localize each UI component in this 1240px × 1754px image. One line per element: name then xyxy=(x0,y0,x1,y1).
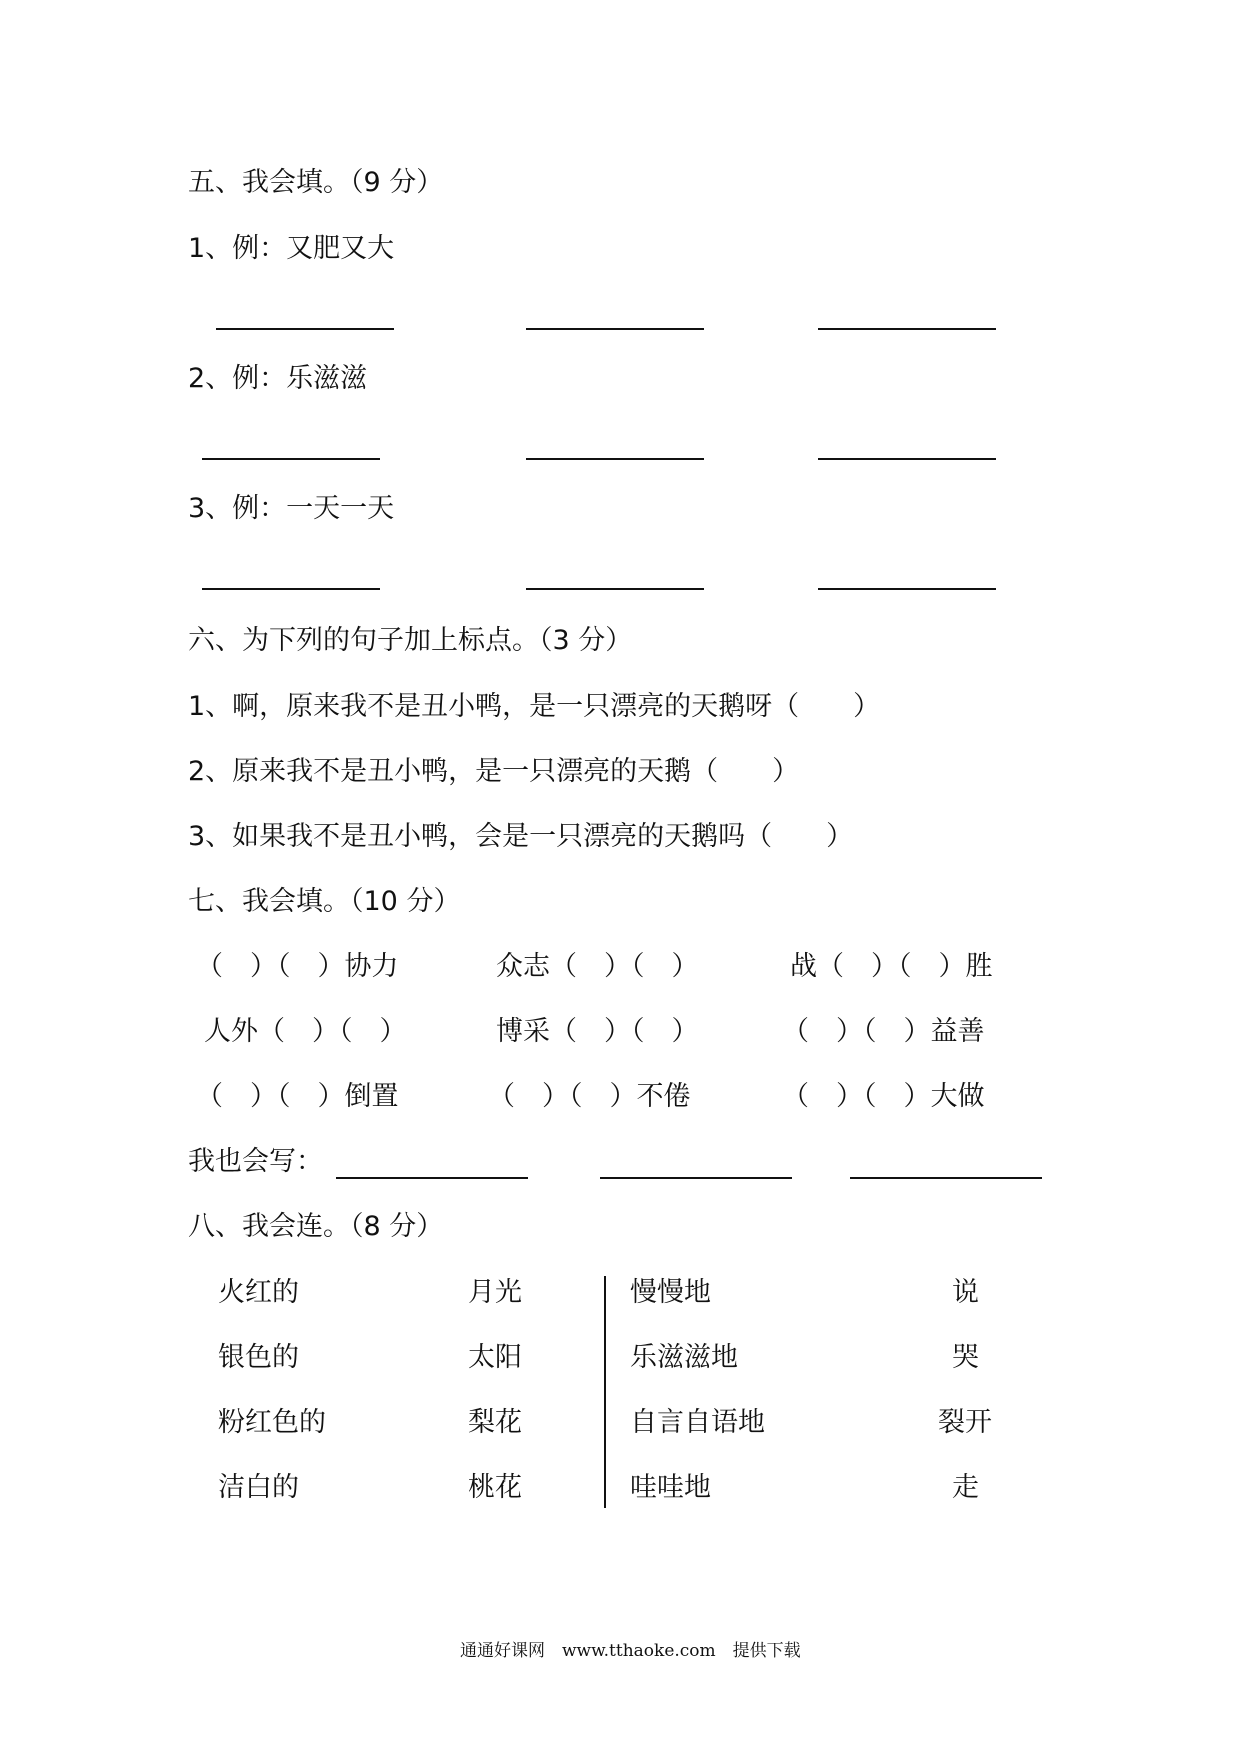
match-adverb: 哇哇地 xyxy=(630,1472,711,1503)
column-divider xyxy=(604,1276,606,1508)
idiom-fill: （ ）（ ）益善 xyxy=(782,1016,985,1047)
section-5-q1: 1、例：又肥又大 xyxy=(188,233,395,264)
idiom-fill: 博采（ ）（ ） xyxy=(496,1016,699,1047)
idiom-fill: （ ）（ ）倒置 xyxy=(196,1081,399,1112)
match-adverb: 慢慢地 xyxy=(630,1277,711,1308)
match-adverb: 自言自语地 xyxy=(630,1407,765,1438)
section-6-title: 六、为下列的句子加上标点。（3 分） xyxy=(188,625,633,656)
idiom-fill: 人外（ ）（ ） xyxy=(204,1016,407,1047)
idiom-fill: （ ）（ ）协力 xyxy=(196,951,399,982)
answer-blank[interactable] xyxy=(818,588,996,590)
section-5-title: 五、我会填。（9 分） xyxy=(188,167,444,198)
match-noun: 梨花 xyxy=(468,1407,522,1438)
answer-blank[interactable] xyxy=(818,328,996,330)
match-verb: 说 xyxy=(952,1277,979,1308)
match-left-word: 粉红色的 xyxy=(218,1407,326,1438)
match-noun: 桃花 xyxy=(468,1472,522,1503)
answer-blank[interactable] xyxy=(202,458,380,460)
section-8-title: 八、我会连。（8 分） xyxy=(188,1211,444,1242)
answer-blank[interactable] xyxy=(526,328,704,330)
match-adverb: 乐滋滋地 xyxy=(630,1342,738,1373)
answer-blank[interactable] xyxy=(526,458,704,460)
answer-blank[interactable] xyxy=(526,588,704,590)
match-verb: 裂开 xyxy=(938,1407,992,1438)
section-5-q2: 2、例：乐滋滋 xyxy=(188,363,368,394)
match-noun: 太阳 xyxy=(468,1342,522,1373)
match-noun: 月光 xyxy=(468,1277,522,1308)
match-verb: 走 xyxy=(952,1472,979,1503)
match-left-word: 银色的 xyxy=(218,1342,299,1373)
match-verb: 哭 xyxy=(952,1342,979,1373)
answer-blank[interactable] xyxy=(818,458,996,460)
idiom-fill: （ ）（ ）不倦 xyxy=(488,1081,691,1112)
idiom-fill: （ ）（ ）大做 xyxy=(782,1081,985,1112)
footer-source: 通通好课网 www.tthaoke.com 提供下载 xyxy=(460,1641,801,1661)
section-6-q1: 1、啊，原来我不是丑小鸭，是一只漂亮的天鹅呀（ ） xyxy=(188,691,881,722)
write-label: 我也会写： xyxy=(188,1146,323,1177)
idiom-fill: 众志（ ）（ ） xyxy=(496,951,699,982)
match-left-word: 火红的 xyxy=(218,1277,299,1308)
section-6-q3: 3、如果我不是丑小鸭，会是一只漂亮的天鹅吗（ ） xyxy=(188,821,854,852)
answer-blank[interactable] xyxy=(202,588,380,590)
answer-blank[interactable] xyxy=(216,328,394,330)
section-7-title: 七、我会填。（10 分） xyxy=(188,886,461,917)
answer-blank[interactable] xyxy=(850,1177,1042,1179)
answer-blank[interactable] xyxy=(336,1177,528,1179)
match-left-word: 洁白的 xyxy=(218,1472,299,1503)
answer-blank[interactable] xyxy=(600,1177,792,1179)
section-6-q2: 2、原来我不是丑小鸭，是一只漂亮的天鹅（ ） xyxy=(188,756,800,787)
section-5-q3: 3、例：一天一天 xyxy=(188,493,395,524)
idiom-fill: 战（ ）（ ）胜 xyxy=(790,951,993,982)
